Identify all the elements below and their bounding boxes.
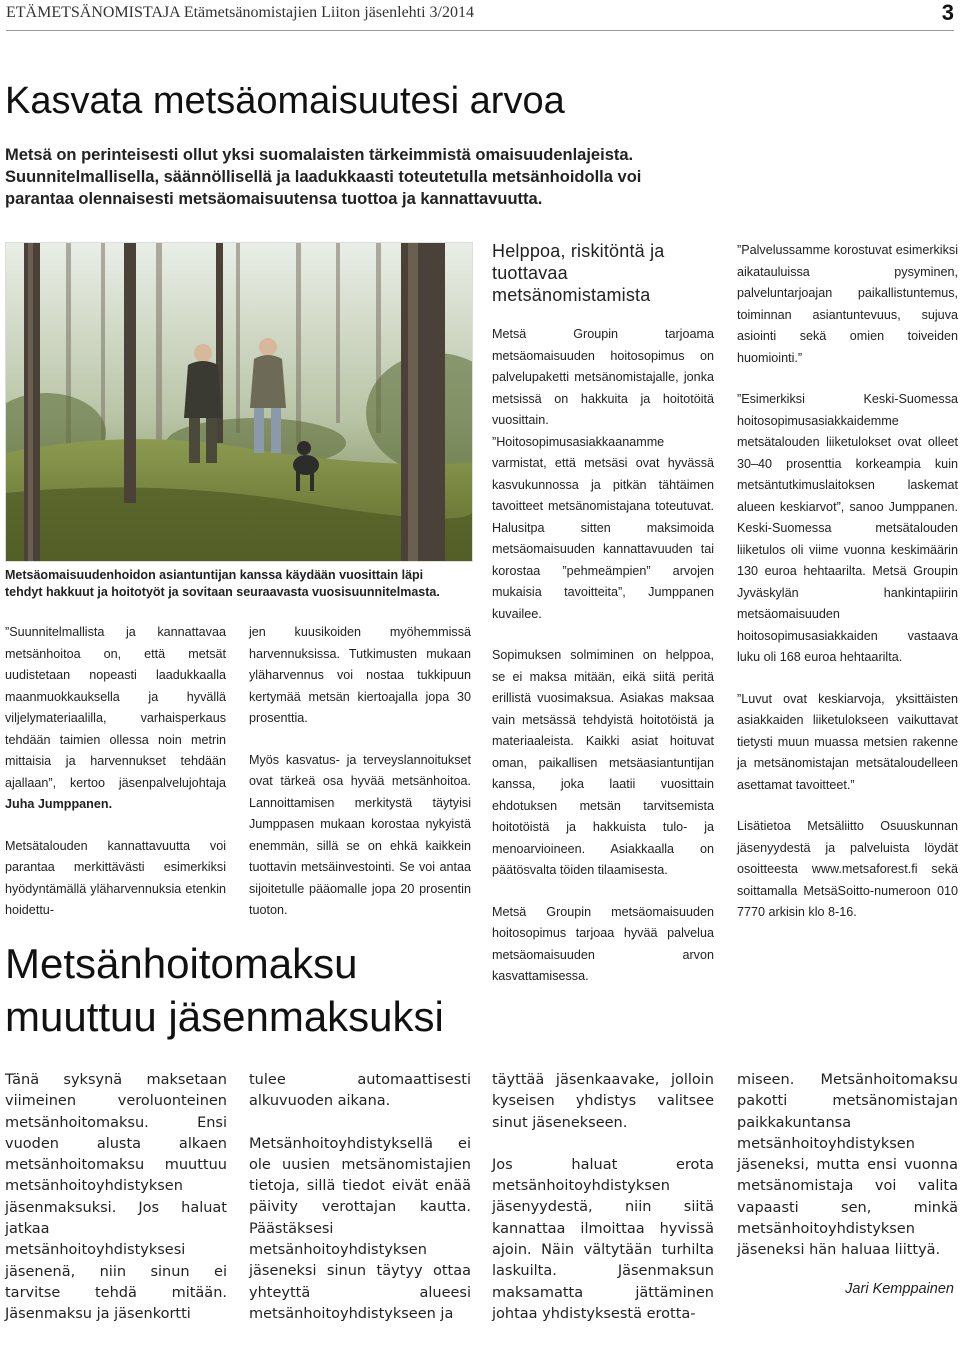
article2-column-1 — [5, 1070, 227, 1347]
paragraph — [5, 622, 226, 816]
page-header — [6, 0, 954, 31]
author-byline: Jari Kemppainen — [845, 1281, 954, 1297]
page-number: 3 — [941, 0, 954, 25]
paragraph: Metsätalouden kannattavuutta voi parantaa merkittävästi esimerkiksi hyödyntämällä yläharvennuksia etenkin hoidettu- — [5, 838, 226, 917]
lead-line: Metsä on perinteisesti ollut yksi suomalaisten tärkeimmistä omaisuudenlajeista. — [5, 146, 634, 164]
lead-line: Suunnitelmallisella, säännöllisellä ja laadukkaasti toteutetulla metsänhoidolla voi — [5, 168, 642, 186]
paragraph: Metsä Groupin tarjoama metsäomaisuuden hoitosopimus on palvelupaketti metsänomistajalle, jonka metsissä on hakkuita ja hoitotöitä vuosittain. ”Hoitosopimusasiakkaanamme varmistat, että metsäsi ovat hyvässä kasvukunnossa ja pitkän tähtäimen tavoitteet metsänomistajana toteutuvat. Halusitpa sitten maksimoida metsäomaisuuden kannattavuuden tai korostaa ”pehmeämpien” arvojen mukaisia tavoitteita”, Jumppanen kuvailee. — [492, 327, 714, 621]
article2-title — [5, 937, 605, 1043]
caption-line: tehdyt hakkuut ja hoitotyöt ja sovitaan seuraavasta vuosisuunnitelmasta. — [5, 585, 440, 599]
paragraph: tulee automaattisesti alkuvuoden aikana. — [249, 1072, 471, 1110]
article2-column-2 — [249, 1070, 471, 1346]
paragraph: miseen. Metsänhoitomaksu pakotti metsänomistajan paikkakuntansa metsänhoitoyhdistyksen jäseneksi, mutta ensi vuonna metsänomistaja voi valita vapaasti sen, minkä metsänhoitoyhdistyksen jäseneksi hän haluaa liittyä. — [737, 1072, 958, 1259]
title-line: muuttuu jäsenmaksuksi — [5, 993, 444, 1040]
person-name: Juha Jumppanen. — [5, 797, 113, 811]
paragraph: Sopimuksen solmiminen on helppoa, se ei maksa mitään, eikä siitä peritä erillistä vuosimaksua. Asiakas maksaa vain metsässä tehdyistä hoitotöistä ja materiaaleista. Kaikki asiat hoituvat oman, paikallisen metsäasiantuntijan kanssa, joka laatii vuosittain ehdotuksen metsän tarvitsemista hoitotöistä ja hakkuista tulo- ja menoarvioineen. Asiakkaalla on päätösvalta töiden tilaamisesta. — [492, 648, 714, 877]
paragraph: ”Palvelussamme korostuvat esimerkiksi aikatauluissa pysyminen, palveluntarjoajan paikallistuntemus, toiminnan asiantuntevuus, sujuva asiointi sekä omien toiveiden huomiointi.” — [737, 243, 958, 365]
paragraph: Metsänhoitoyhdistyksellä ei ole uusien metsänomistajien tietoja, sillä tiedot eivät enää päivity verottajan kautta. Päästäksesi metsänhoitoyhdistyksen jäseneksi sinun täytyy ottaa yhteyttä alueesi metsänhoitoyhdistykseen ja — [249, 1135, 471, 1322]
photo-caption — [5, 567, 440, 601]
article-lead — [5, 144, 641, 210]
lead-line: parantaa olennaisesti metsäomaisuutensa tuottoa ja kannattavuutta. — [5, 190, 543, 208]
paragraph-text: ”Suunnitelmallista ja kannattavaa metsänhoitoa on, että metsät uudistetaan nopeasti laadukkaalla maanmuokkauksella ja hyvällä viljelymateriaalilla, varhaisperkaus tehdään taimien ollessa noin metrin mittaisia ja harvennukset tehdään ajallaan”, kertoo jäsenpalvelujohtaja — [5, 625, 226, 790]
paragraph: ”Luvut ovat keskiarvoja, yksittäisten asiakkaiden liiketulokseen vaikuttavat tietysti muun muassa metsien rakenne ja metsänomistajan metsätaloudelleen asettamat tavoitteet.” — [737, 691, 958, 792]
section-subheading: Helppoa, riskitöntä ja tuottavaa metsänomistamista — [492, 241, 665, 305]
paragraph: jen kuusikoiden myöhemmissä harvennuksissa. Tutkimusten mukaan yläharvennus voi nostaa tukkipuun kertymää metsän kiertoajalla jopa 30 prosenttia. — [249, 625, 471, 725]
paragraph: Tänä syksynä maksetaan viimeinen veroluonteinen metsänhoitomaksu. Ensi vuoden alusta alkaen metsänhoitomaksu muuttuu metsänhoitoyhdistyksen jäsenmaksuksi. Jos haluat jatkaa metsänhoitoyhdistyksesi jäsenenä, niin sinun ei tarvitse tehdä mitään. Jäsenmaksu ja jäsenkortti — [5, 1072, 227, 1323]
article-title: Kasvata metsäomaisuutesi arvoa — [5, 80, 565, 122]
paragraph: Metsä Groupin metsäomaisuuden hoitosopimus tarjoaa hyvää palvelua metsäomaisuuden arvon kasvattamisessa. — [492, 904, 714, 983]
article1-column-3 — [492, 324, 714, 1008]
article1-column-1 — [5, 622, 226, 942]
forest-photo — [5, 242, 473, 562]
paragraph: Jos haluat erota metsänhoitoyhdistyksen jäsenyydestä, niin siitä kannattaa ilmoittaa hyvissä ajoin. Näin vältytään turhilta laskuilta. Jäsenmaksun maksamatta jättäminen johtaa yhdistyksestä erotta- — [492, 1156, 714, 1322]
caption-line: Metsäomaisuudenhoidon asiantuntijan kanssa käydään vuosittain läpi — [5, 568, 424, 582]
article2-column-3 — [492, 1070, 714, 1346]
paragraph: täyttää jäsenkaavake, jolloin kyseisen yhdistys valitsee sinut jäsenekseen. — [492, 1072, 714, 1131]
paragraph: ”Esimerkiksi Keski-Suomessa hoitosopimusasiakkaidemme metsätalouden liiketulokset ovat olleet 30–40 prosenttia korkeampia kuin metsäntutkimuslaitoksen laskemat alueen keskiarvot”, sanoo Jumppanen. Keski-Suomessa metsätalouden liiketulos oli viime vuonna keskimäärin 130 euroa hehtaarilta. Metsä Groupin Jyväskylän hankintapiirin metsäomaisuuden hoitosopimusasiakkaiden vastaava luku oli 168 euroa hehtaarilta. — [737, 392, 958, 664]
paragraph: Myös kasvatus- ja terveyslannoitukset ovat tärkeä osa hyvää metsänhoitoa. Lannoittamisen merkitystä täytyisi Jumppasen mukaan korostaa nykyistä enemmän, sillä se on ehkä kaikkein tuottavin metsäinvestointi. Se voi antaa sijoitetulle pääomalle jopa 20 prosentin tuoton. — [249, 752, 471, 917]
article1-column-4 — [737, 240, 958, 944]
paragraph: Lisätietoa Metsäliitto Osuuskunnan jäsenyydestä ja palveluista löydät osoitteesta www.metsaforest.fi sekä soittamalla MetsäSoitto-numeroon 010 7770 arkisin klo 8-16. — [737, 819, 958, 919]
title-line: Metsänhoitomaksu — [5, 940, 358, 987]
article1-column-2 — [249, 622, 471, 942]
article2-column-4 — [737, 1070, 958, 1283]
publication-title: ETÄMETSÄNOMISTAJA Etämetsänomistajien Liiton jäsenlehti 3/2014 — [6, 4, 474, 21]
